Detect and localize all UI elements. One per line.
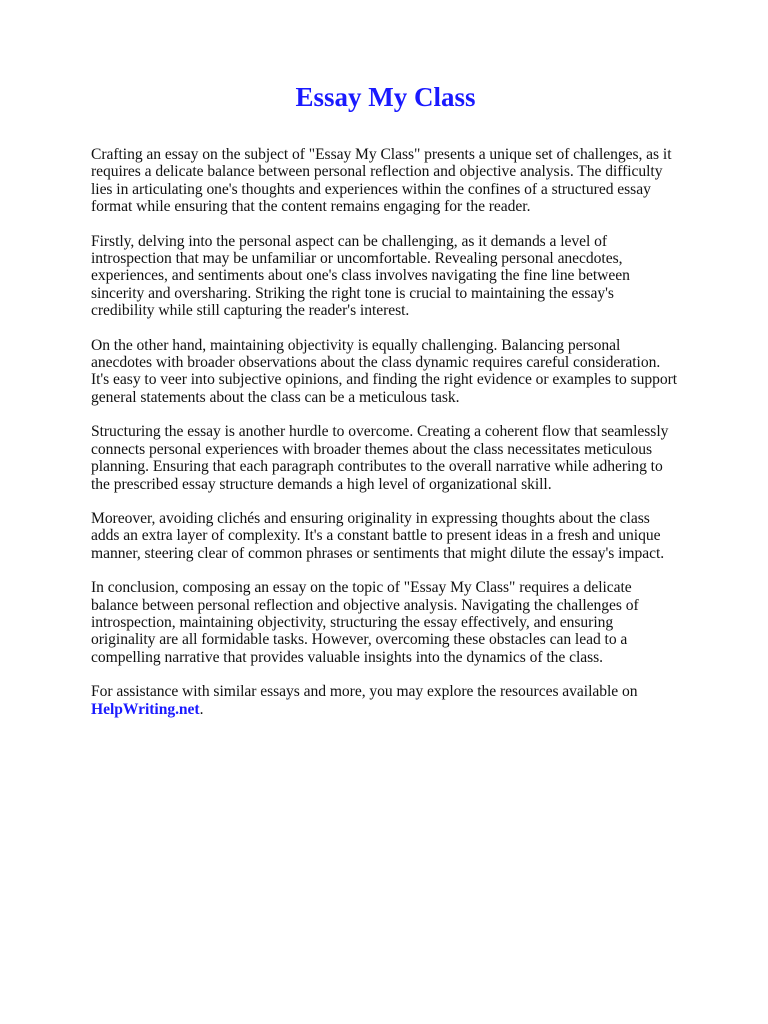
paragraph-5: Moreover, avoiding clichés and ensuring originality in expressing thoughts about the class adds an extra layer of complexity. It's a constant battle to present ideas in a fresh and unique manner, steering clear of common phrases or sentiments that might dilute the essay's impact. (91, 509, 665, 562)
closing-paragraph (91, 683, 680, 718)
helpwriting-link[interactable]: HelpWriting.net (91, 700, 200, 718)
paragraph-2: Firstly, delving into the personal aspect can be challenging, as it demands a level of introspection that may be unfamiliar or uncomfortable. Revealing personal anecdotes, experiences, and sentiments about one's class involves navigating the fine line between sincerity and oversharing. Striking the right tone is crucial to maintaining the essay's credibility while still capturing the reader's interest. (91, 232, 630, 320)
closing-text: For assistance with similar essays and more, you may explore the resources available on (91, 683, 638, 701)
paragraph-4: Structuring the essay is another hurdle to overcome. Creating a coherent flow that seamlessly connects personal experiences with broader themes about the class necessitates meticulous planning. Ensuring that each paragraph contributes to the overall narrative while adhering to the prescribed essay structure demands a high level of organizational skill. (91, 423, 669, 493)
closing-period: . (199, 700, 204, 718)
paragraph-3: On the other hand, maintaining objectivity is equally challenging. Balancing personal anecdotes with broader observations about the class dynamic requires careful consideration. It's easy to veer into subjective opinions, and finding the right evidence or examples to support general statements about the class can be a meticulous task. (91, 336, 678, 406)
paragraph-1: Crafting an essay on the subject of "Essay My Class" presents a unique set of challenges, as it requires a delicate balance between personal reflection and objective analysis. The difficulty lies in articulating one's thoughts and experiences within the confines of a structured essay format while ensuring that the content remains engaging for the reader. (91, 146, 672, 216)
page-title: Essay My Class (295, 82, 476, 112)
paragraph-6: In conclusion, composing an essay on the topic of "Essay My Class" requires a delicate balance between personal reflection and objective analysis. Navigating the challenges of introspection, maintaining objectivity, structuring the essay effectively, and ensuring originality are all formidable tasks. However, overcoming these obstacles can lead to a compelling narrative that provides valuable insights into the dynamics of the class. (91, 579, 639, 666)
